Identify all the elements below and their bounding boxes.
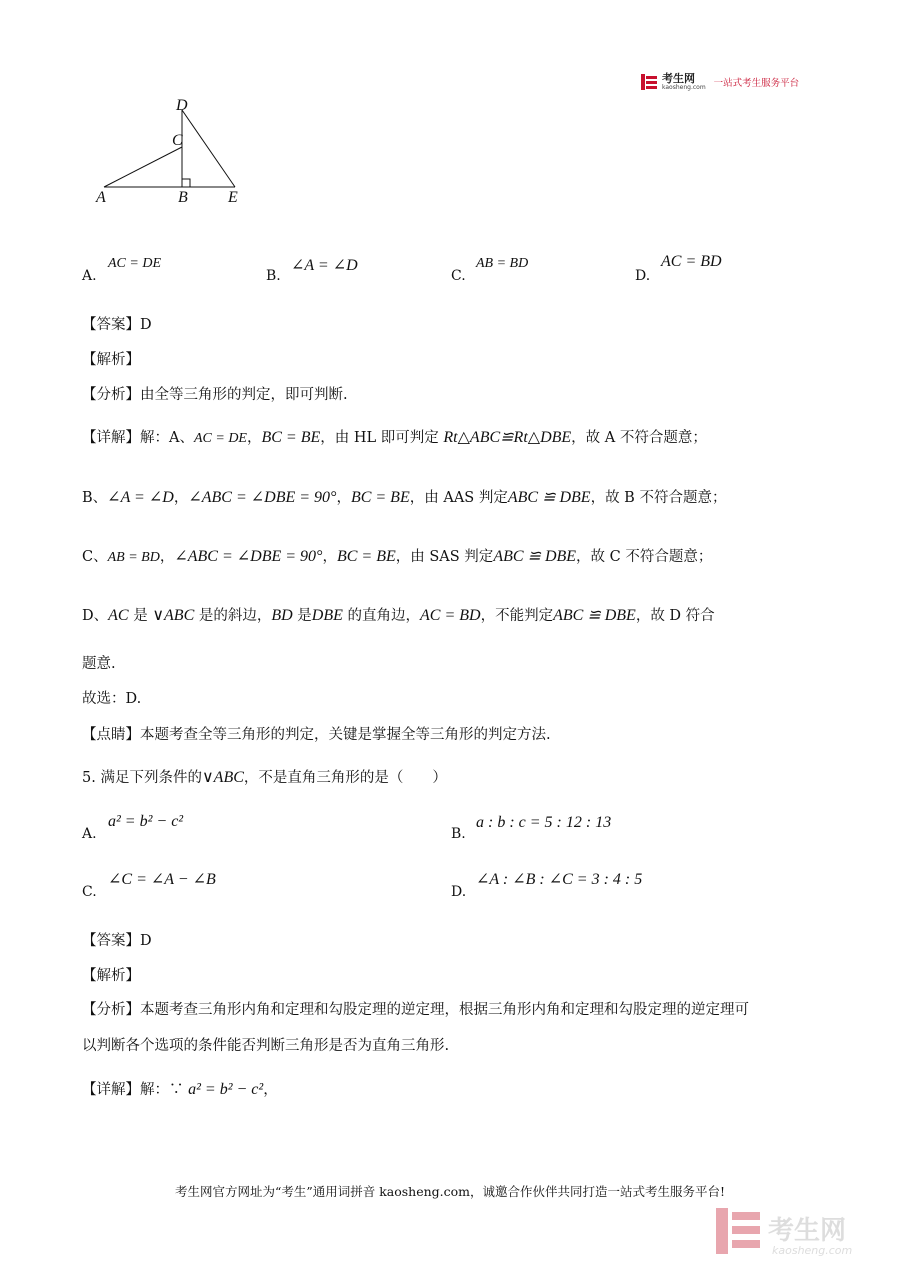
detail-b-eq2: ∠ABC = ∠DBE = 90° [188,489,337,506]
detail-d-suffix: ，故 D 符合 [635,608,715,624]
detail-d-leg: 的直角边， [342,608,421,624]
q5-stem [82,766,447,787]
detail-b-congruence: ABC ≌ DBE [507,489,591,506]
answer-value: D [140,933,152,949]
segment-de [182,110,235,187]
detail-expr: a² = b² − c² [188,1081,264,1098]
detail-d-triangle: ∨ABC [152,607,195,624]
q4-answer [82,313,152,334]
q4-option-c-expr: AB = BD [476,256,529,271]
detail-d-shi2: 是 [292,608,312,624]
q5-option-a-expr: a² = b² − c² [108,813,184,830]
q5-option-b-key: B. [451,826,466,842]
point-label-d: D [176,97,188,114]
detail-d-congruence: ABC ≌ DBE [553,607,636,624]
detail-c-suffix: ，故 C 不符合题意； [576,549,713,565]
detail-c-eq1: AB = BD [107,550,160,565]
detail-d-hyp: 是的斜边， [194,608,272,624]
watermark-name: 考生网 [768,1216,847,1246]
detail-c-prefix: C、 [82,549,108,565]
detail-c-mid: ，由 SAS 判定 [395,549,494,565]
because-symbol: ∵ [169,1082,184,1098]
q5-option-c-key: C. [82,884,97,900]
detail-c-congruence: ABC ≌ DBE [493,548,577,565]
detail-c-eq3: BC = BE [336,548,396,565]
q4-option-d-expr: AC = BD [661,253,722,270]
q4-option-c-key: C. [451,268,466,284]
detail-b-eq1: ∠A = ∠D [107,489,174,506]
q4-detail-a: 【详解】解：A、AC = DE，BC = BE，由 HL 即可判定 Rt△ABC≌Rt△DBE，故 A 不符合题意； [82,429,707,446]
segment-ac [104,147,182,187]
fenxi-text: 由全等三角形的判定，即可判断. [140,387,348,403]
detail-a-prefix: 解：A、 [140,430,194,446]
fenxi-text-1: 本题考查三角形内角和定理和勾股定理的逆定理，根据三角形内角和定理和勾股定理的逆定理可 [140,1002,749,1018]
brand-url: kaosheng.com [662,83,706,91]
detail-d-eq: AC = BD [420,607,481,624]
fenxi-tag: 【分析】 [82,387,140,403]
q5-option-b-expr: a : b : c = 5 : 12 : 13 [476,814,612,831]
detail-prefix: 解： [140,1082,169,1098]
q5-option-d-key: D. [451,884,467,900]
q5-stem-post: ，不是直角三角形的是（ ） [243,770,447,786]
detail-b-suffix: ，故 B 不符合题意； [590,490,727,506]
q4-option-a-expr: AC = DE [108,256,161,271]
detail-suffix: ， [263,1082,278,1098]
detail-c-eq2: ∠ABC = ∠DBE = 90° [174,548,323,565]
brand-logo-icon [640,73,658,91]
detail-d-triangle2: DBE [311,607,343,624]
q5-analysis-tag: 【解析】 [82,968,140,984]
detail-d-shi: 是 [128,608,153,624]
detail-d-ac: AC [108,607,129,624]
detail-a-congruence: Rt△ABC≌Rt△DBE [443,429,572,446]
q4-comment [82,723,551,744]
q4-option-d-key: D. [635,268,651,284]
q5-stem-triangle: ∨ABC [201,769,244,786]
detail-d-prefix: D、 [82,608,109,624]
q4-detail-b: B、∠A = ∠D，∠ABC = ∠DBE = 90°，BC = BE，由 AAS 判定ABC ≌ DBE，故 B 不符合题意； [82,489,727,506]
detail-a-eq1: AC = DE [193,431,247,446]
q5-fenxi-line2: 以判断各个选项的条件能否判断三角形是否为直角三角形. [82,1038,450,1054]
fenxi-tag: 【分析】 [82,1002,140,1018]
footer-text: 考生网官方网址为“考生”通用词拼音 kaosheng.com，诚邀合作伙伴共同打造一站式考生服务平台! [174,1184,726,1199]
q5-number: 5. [82,770,96,786]
q4-detail-d [82,604,715,625]
detail-a-eq2: BC = BE [261,429,321,446]
q4-analysis-tag: 【解析】 [82,352,140,368]
detail-b-mid: ，由 AAS 判定 [409,490,508,506]
detail-d-bd: BD [271,607,293,624]
point-label-a: A [96,189,106,206]
answer-tag: 【答案】 [82,933,140,949]
q4-detail-c: C、AB = BD，∠ABC = ∠DBE = 90°，BC = BE，由 SAS 判定ABC ≌ DBE，故 C 不符合题意； [82,548,713,565]
q5-stem-pre: 满足下列条件的 [100,770,202,786]
comment-tag: 【点睛】 [82,727,140,743]
q5-option-c-expr: ∠C = ∠A − ∠B [108,871,216,888]
point-label-c: C [172,132,183,149]
q4-option-a-key: A. [82,268,97,284]
detail-tag: 【详解】 [82,1082,140,1098]
detail-tag: 【详解】 [82,430,140,446]
answer-value: D [140,317,152,333]
point-label-b: B [178,189,188,206]
q5-answer [82,929,152,950]
right-angle-mark [182,179,190,187]
comment-text: 本题考查全等三角形的判定，关键是掌握全等三角形的判定方法. [140,727,551,743]
brand-logo [640,73,799,91]
q5-detail [82,1078,278,1099]
detail-a-mid: ，由 HL 即可判定 [320,430,444,446]
q5-option-a-key: A. [82,826,97,842]
q4-option-b-key: B. [266,268,281,284]
watermark-url: kaosheng.com [772,1244,853,1257]
point-label-e: E [228,189,238,206]
q4-choice: 故选：D. [82,691,142,707]
detail-b-eq3: BC = BE [350,489,410,506]
watermark-icon [716,1208,760,1254]
answer-tag: 【答案】 [82,317,140,333]
brand-name: 考生网 [662,71,695,85]
brand-slogan: 一站式考生服务平台 [713,78,800,89]
q4-fenxi [82,383,348,404]
detail-b-prefix: B、 [82,490,108,506]
q5-option-d-expr: ∠A : ∠B : ∠C = 3 : 4 : 5 [476,871,643,888]
q4-detail-d-cont: 题意. [82,656,116,672]
q5-fenxi-line1 [82,998,749,1019]
q4-option-b-expr: ∠A = ∠D [291,257,358,274]
detail-d-mid: ，不能判定 [480,608,554,624]
detail-a-suffix: ，故 A 不符合题意； [571,430,707,446]
